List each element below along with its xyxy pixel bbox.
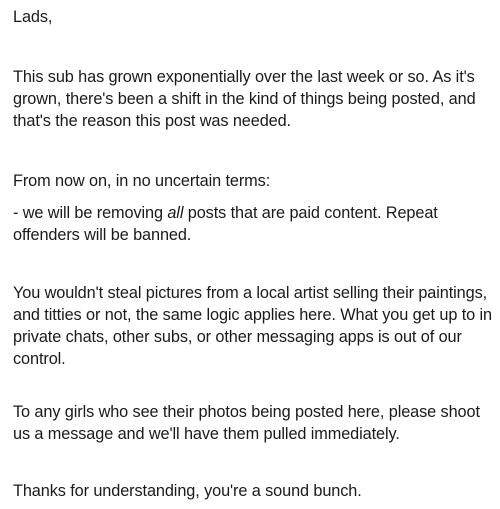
greeting-text: Lads, <box>13 8 53 26</box>
intro-paragraph: This sub has grown exponentially over the last week or so. As it's grown, there's been a shift in the kind of things being posted, and that's the reason this post was needed. <box>13 68 476 130</box>
girls-paragraph: To any girls who see their photos being posted here, please shoot us a message and we'll have them pulled immediately. <box>13 403 480 443</box>
rule-text-start: - we will be removing <box>13 204 168 222</box>
artist-paragraph: You wouldn't steal pictures from a local artist selling their paintings, and titties or not, the same logic applies here. What you get up to in private chats, other subs, or other messaging apps is out of our control. <box>13 284 493 368</box>
rule-text-end: posts that are paid content. Repeat offenders will be banned. <box>13 204 438 244</box>
rule-paid-content <box>13 202 497 246</box>
rules-heading: From now on, in no uncertain terms: <box>13 172 271 190</box>
rule-emphasis: all <box>167 204 184 222</box>
thanks-paragraph: Thanks for understanding, you're a sound bunch. <box>13 482 362 500</box>
